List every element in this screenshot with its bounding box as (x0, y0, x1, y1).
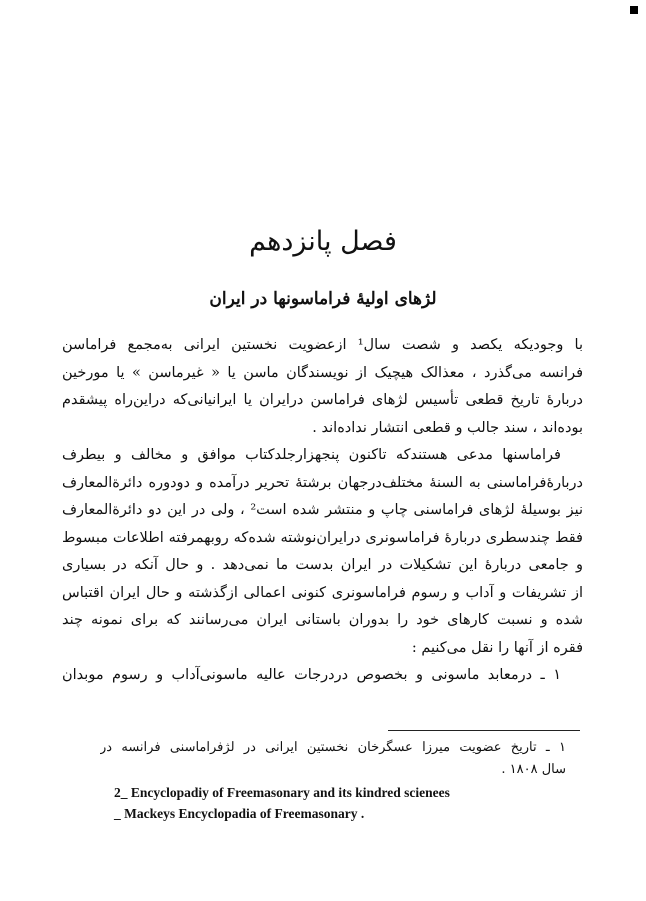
chapter-title: فصل پانزدهم (249, 226, 397, 257)
body-line-3: دربارهٔ تاریخ قطعی تأسیس لژهای فراماسن درایران یا ایرانیانی‌که دراین‌راه پیشقدم (62, 392, 583, 408)
footnote-1-line-1: ۱ ـ تاریخ عضویت میرزا عسگرخان نخستین ایرانی در لژفراماسنی فرانسه در (100, 740, 566, 755)
body-line-5: فراماسنها مدعی هستندکه تاکنون پنجهزارجلدکتاب موافق و مخالف و بیطرف (62, 447, 561, 463)
body-line-11: شده و نسبت کارهای خود را بدوران باستانی ایران می‌رسانند که برای نمونه چند (62, 612, 583, 628)
body-line-1: با وجودیکه یکصد و شصت سال¹ ازعضویت نخستین ایرانی به‌مجمع فراماسن (62, 337, 583, 353)
corner-mark (630, 6, 638, 14)
footnote-2-line-1: 2_ Encyclopadiy of Freemasonary and its kindred scienees (114, 785, 450, 800)
body-line-9: و جامعی دربارهٔ این تشکیلات در ایران بدست ما نمی‌دهد . و حال آنکه در بسیاری (62, 557, 583, 573)
body-text (62, 332, 583, 690)
body-line-10: از تشریفات و آداب و رسوم فراماسونری کنونی اعمالی ازگذشته و حال ایران اقتباس (62, 584, 583, 601)
section-title: لژهای اولیهٔ فراماسونها در ایران (209, 289, 437, 309)
footnote-rule (388, 730, 580, 731)
body-line-12: فقره از آنها را نقل می‌کنیم : (411, 639, 583, 656)
footnote-1 (100, 737, 566, 781)
footnote-2 (114, 782, 574, 824)
body-line-4: بوده‌اند ، سند جالب و قطعی انتشار نداده‌اند . (312, 419, 583, 436)
body-line-13: ۱ ـ درمعابد ماسونی و بخصوص دردرجات عالیه ماسونی‌آداب و رسوم موبدان (62, 667, 561, 683)
footnote-1-line-2: سال ۱۸۰۸ . (501, 762, 566, 777)
body-line-6: دربارهٔ‌فراماسنی به السنهٔ مختلف‌درجهان برشتهٔ تحریر درآمده و دودوره دائرةالمعارف (62, 474, 583, 491)
body-line-2: فرانسه می‌گذرد ، معذالک هیچیک از نویسندگان ماسن یا « غیرماسن » یا مورخین (62, 364, 583, 381)
body-line-7: نیز بوسیلهٔ لژهای فراماسنی چاپ و منتشر شده است² ، ولی در این دو دائرة‌المعارف (62, 502, 583, 518)
footnote-2-line-2: _ Mackeys Encyclopadia of Freemasonary . (114, 806, 365, 821)
body-line-8: فقط چندسطری دربارهٔ فراماسونری در‌ایران‌نوشته شده‌که روبهمرفته اطلاعات مبسوط (62, 529, 583, 546)
